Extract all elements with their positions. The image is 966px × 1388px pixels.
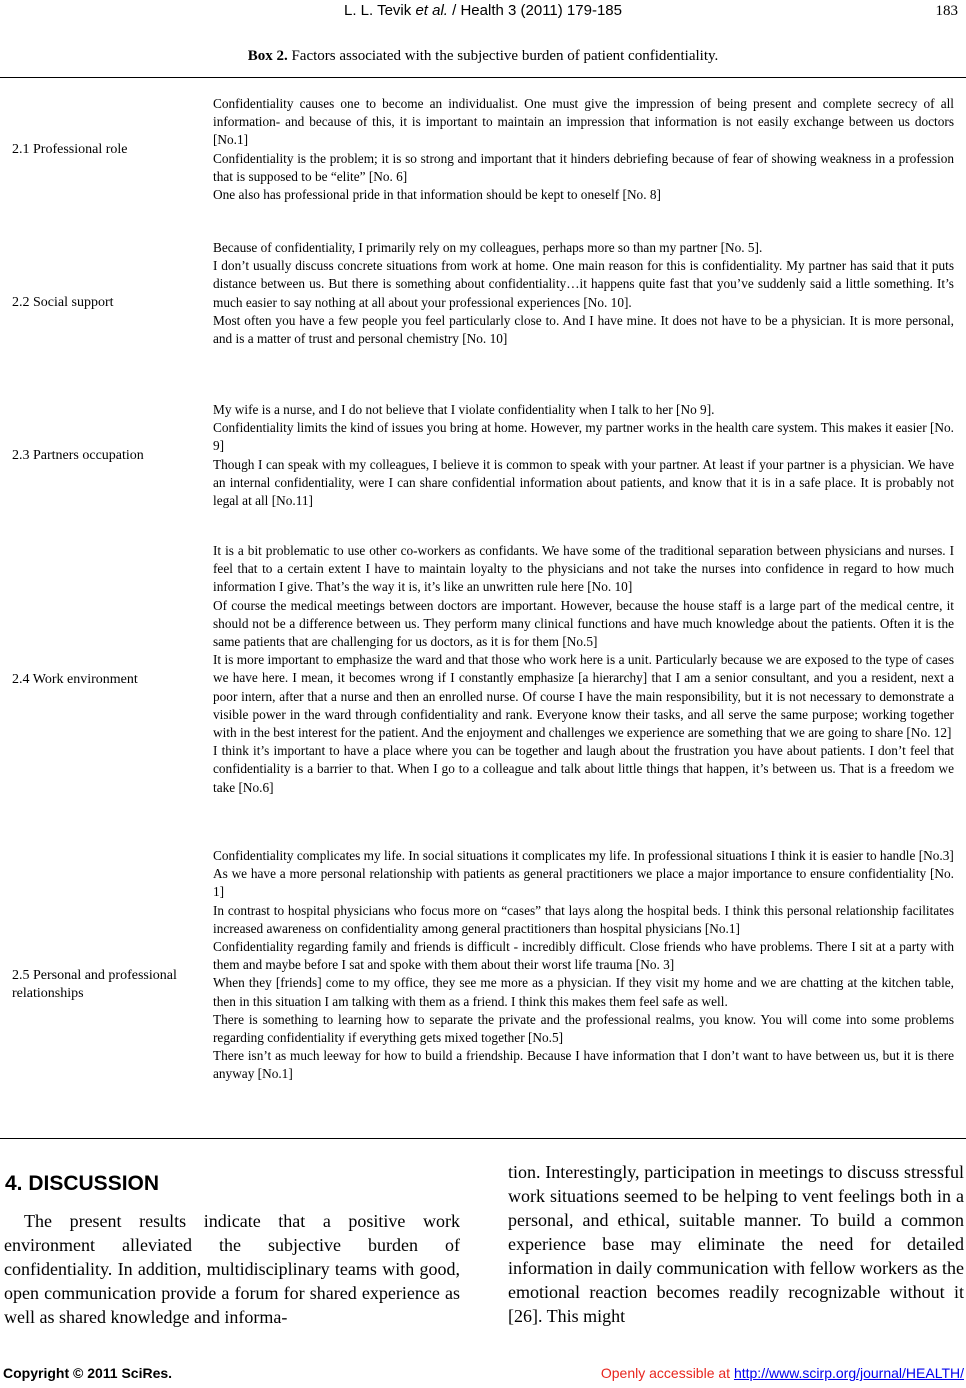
quote: Though I can speak with my colleagues, I believe it is common to speak with your partner. At least if your partner is a physician. We have an internal confidentiality, were I can share confidential information about patients, and know that it is in a safe place. It is probably not legal at all [No.11]	[213, 456, 954, 509]
quote: One also has professional pride in that information should be kept to oneself [No. 8]	[213, 187, 661, 203]
quote: I don’t usually discuss concrete situations from work at home. One main reason for this is confidentiality. My partner has said that it puts distance between us. But there is something about confidentiality…it happens quite fast that you’ve suddenly said a little something. It’s much easier to say nothing at all about your professional experiences [No. 10].	[213, 258, 954, 310]
quote: Most often you have a few people you feel particularly close to. And I have mine. It does not have to be a physician. It is more personal, and is a matter of trust and personal chemistry [No. 10]	[213, 312, 954, 347]
quote: Confidentiality regarding family and friends is difficult - incredibly difficult. Close friends who have problems. There I sit at a party with them and maybe before I sat and spoke with them about their worst life trauma [No. 3]	[213, 939, 954, 973]
quote: Confidentiality is the problem; it is so strong and important that it hinders debriefing because of fear of showing weakness in a profession that is supposed to be “elite” [No. 6]	[213, 150, 954, 184]
quote: Confidentiality complicates my life. In social situations it complicates my life. In professional situations I think it is easier to handle [No.3]	[213, 848, 954, 863]
row-label-professional-role: 2.1 Professional role	[12, 142, 128, 157]
row-quotes-personal-professional-relationships	[213, 847, 954, 1084]
open-access-notice	[601, 1365, 964, 1381]
box-label: Box 2.	[247, 48, 288, 64]
header-citation: / Health 3 (2011) 179-185	[447, 2, 622, 19]
paragraph: tion. Interestingly, participation in meetings to discuss stressful work situations seemed to be helping to vent feelings both in a personal, and ethical, suitable manner. To build a common experience base may eliminate the need for detailed information in daily communication with fellow workers as the emotional reaction becomes readily recognizable without it [26]. This might	[508, 1162, 964, 1326]
table-top-rule	[0, 77, 966, 78]
header-authors: L. L. Tevik	[344, 2, 416, 19]
row-label-work-environment: 2.4 Work environment	[12, 672, 138, 687]
quote: There isn’t as much leeway for how to build a friendship. Because I have information that I don’t want to have between us, but it is there anyway [No.1]	[213, 1048, 954, 1082]
journal-link[interactable]: http://www.scirp.org/journal/HEALTH/	[733, 1365, 964, 1381]
quote: I think it’s important to have a place where you can be together and laugh about the frustration you have about patients. I don’t feel that confidentiality is a barrier to that. When I go to a colleague and talk about little things that happen, it’s between us. That is a freedom we take [No.6]	[213, 743, 954, 795]
quote: My wife is a nurse, and I do not believe that I violate confidentiality when I talk to her [No 9].	[213, 402, 715, 417]
page-number: 183	[935, 3, 958, 19]
box-title: Factors associated with the subjective burden of patient confidentiality.	[287, 48, 719, 64]
paragraph: The present results indicate that a positive work environment alleviated the subjective burden of confidentiality. In addition, multidisciplinary teams with good, open communication provide a forum for shared experience as well as shared knowledge and informa-	[4, 1211, 460, 1327]
row-label-personal-professional-relationships: 2.5 Personal and professional relationships	[12, 968, 177, 1001]
body-column-left	[4, 1209, 460, 1329]
box-caption	[0, 48, 966, 65]
section-heading: 4. DISCUSSION	[5, 1172, 160, 1195]
body-column-right	[508, 1160, 964, 1328]
quote: When they [friends] come to my office, they see me more as a physician. If they visit my home and we are chatting at the kitchen table, then in this situation I am talking with them as a friend. I think this makes them feel safe as well.	[213, 975, 954, 1009]
table-bottom-rule	[0, 1138, 966, 1139]
row-quotes-social-support	[213, 239, 954, 348]
open-access-label: Openly accessible at	[600, 1365, 734, 1381]
row-label-partners-occupation: 2.3 Partners occupation	[12, 448, 144, 463]
row-quotes-partners-occupation	[213, 401, 954, 510]
quote: Because of confidentiality, I primarily rely on my colleagues, perhaps more so than my partner [No. 5].	[213, 240, 763, 255]
header-et-al: et al.	[415, 2, 448, 19]
quote: Confidentiality causes one to become an individualist. One must give the impression of being present and complete secrecy of all information- and because of this, it is important to maintain an impression that information is not easily exchange between us doctors [No.1]	[213, 96, 954, 148]
copyright-notice: Copyright © 2011 SciRes.	[3, 1365, 173, 1381]
quote: It is a bit problematic to use other co-workers as confidants. We have some of the traditional separation between physicians and nurses. I feel that to a certain extent I have to maintain loyalty to the physicians and not take the nurses into confidence in regard to how much information I give. That’s the way it is, it’s like an unwritten rule here [No. 10]	[213, 543, 954, 595]
row-quotes-professional-role	[213, 95, 954, 204]
quote: There is something to learning how to separate the private and the professional realms, you know. You will come into some problems regarding confidentiality if everything gets mixed together [No.5]	[213, 1011, 954, 1046]
quote: In contrast to hospital physicians who focus more on “cases” that lays along the hospital beds. I think this personal relationship facilitates increased awareness on confidentiality among general practitioners than hospital physicians [No.1]	[213, 902, 954, 936]
running-header	[0, 2, 966, 19]
quote: Confidentiality limits the kind of issues you bring at home. However, my partner works in the health care system. This makes it easier [No. 9]	[213, 420, 954, 454]
quote: Of course the medical meetings between doctors are important. However, because the house staff is a large part of the medical centre, it should not be a difference between us. They perform many clinical functions and have much knowledge about the patients. Often it is the same patients that are challenging for us doctors, as it is for them [No.5]	[213, 597, 954, 650]
quote: It is more important to emphasize the ward and that those who work here is a unit. Particularly because we are exposed to the type of cases we have here. I mean, it becomes wrong if I constantly emphasize [a hierarchy] that I am a senior consultant, and you a resident, next a poor intern, after that a nurse and then an enrolled nurse. Of course I have the main responsibility, but it is not necessary to demonstrate a visible power in the ward through confidentiality and rank. Everyone know their tasks, and all serve the same purpose; working together with in the best interest for the patient. And the enjoyment and challenges we experience are something that we are going to share [No. 12]	[213, 652, 954, 741]
row-label-social-support: 2.2 Social support	[12, 295, 114, 310]
quote: As we have a more personal relationship with patients as general practitioners we place a major importance to ensure confidentiality [No. 1]	[213, 866, 954, 900]
row-quotes-work-environment	[213, 542, 954, 797]
